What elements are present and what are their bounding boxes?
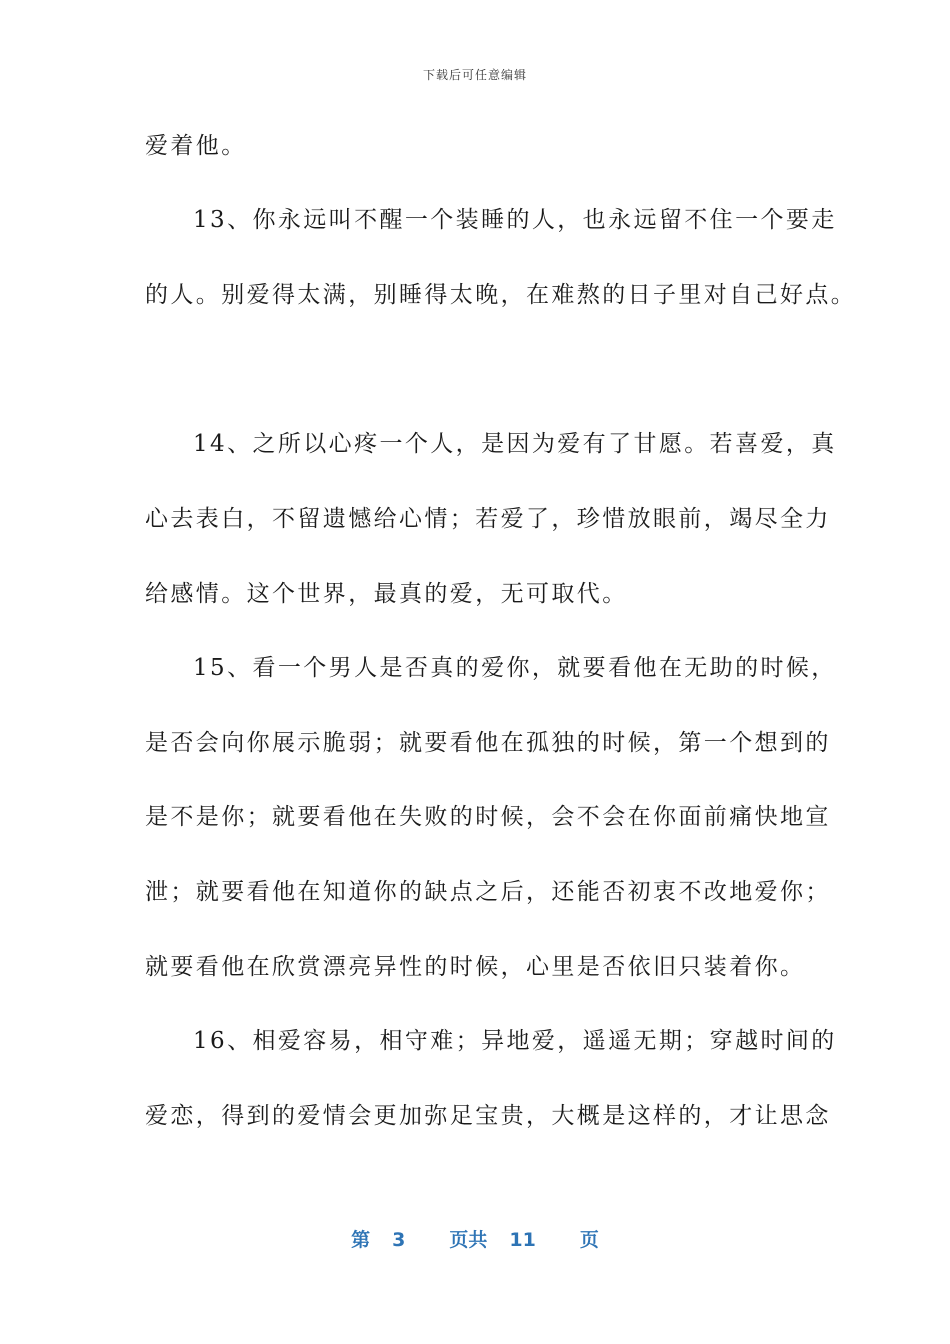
footer-prefix: 第: [351, 1229, 371, 1251]
footer-total-pages: 11: [509, 1229, 536, 1251]
text-line: 14、之所以心疼一个人，是因为爱有了甘愿。若喜爱，真: [193, 431, 837, 457]
text-line: 16、相爱容易，相守难；异地爱，遥遥无期；穿越时间的: [193, 1028, 837, 1054]
page-header: 下载后可任意编辑: [422, 68, 527, 82]
page-footer: [0, 1225, 950, 1252]
text-line: 心去表白，不留遗憾给心情；若爱了，珍惜放眼前，竭尽全力: [145, 506, 831, 532]
text-line: 爱着他。: [145, 133, 247, 159]
text-line: 就要看他在欣赏漂亮异性的时候，心里是否依旧只装着你。: [145, 954, 806, 980]
text-line: 的人。别爱得太满，别睡得太晚，在难熬的日子里对自己好点。: [145, 282, 857, 308]
footer-middle: 页共: [449, 1229, 488, 1251]
text-line: 是否会向你展示脆弱；就要看他在孤独的时候，第一个想到的: [145, 730, 831, 756]
footer-current-page: 3: [392, 1229, 406, 1251]
text-line: 泄；就要看他在知道你的缺点之后，还能否初衷不改地爱你；: [145, 879, 831, 905]
text-line: 给感情。这个世界，最真的爱，无可取代。: [145, 581, 628, 607]
text-line: 爱恋，得到的爱情会更加弥足宝贵，大概是这样的，才让思念: [145, 1103, 831, 1129]
text-line: 是不是你；就要看他在失败的时候，会不会在你面前痛快地宣: [145, 804, 831, 830]
text-line: 13、你永远叫不醒一个装睡的人，也永远留不住一个要走: [193, 207, 837, 233]
footer-suffix: 页: [579, 1229, 599, 1251]
text-line: 15、看一个男人是否真的爱你，就要看他在无助的时候，: [193, 655, 837, 681]
